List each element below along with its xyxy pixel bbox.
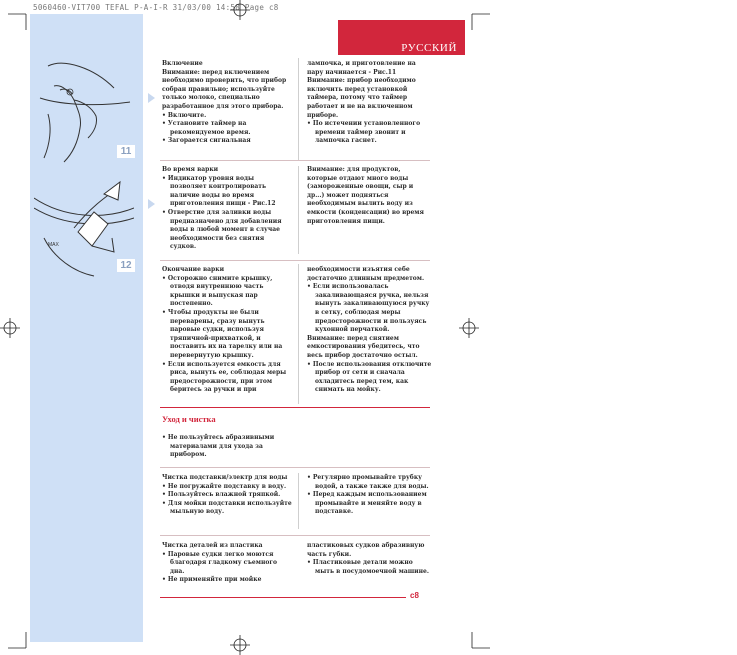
block3-left: Окончание варки • Осторожно снимите крышку, отводя внутреннюю часть крышки и выпуская пар постепенно. • Чтобы продукты не были переварены, сразу вынуть паровые судки, используя тряпичной-прихваткой, и поставить их на тарелку или на перевернутую крышку. • Если используется емкость для риса, вынуть ее, соблюдая меры предосторожности, при этом беритесь за ручки и при [162, 266, 287, 394]
page-number: c8 [410, 591, 419, 600]
block2-right: Внимание: для продуктов, которые отдают много воды (замороженные овощи, сыр и др...) может подняться необходимым вылить воду из емкости (конденсации) во время приготовления пищи. [307, 166, 424, 225]
block6-right: пластиковых судков абразивную часть губки. • Пластиковые детали можно мыть в посудомоечной машине. [307, 542, 429, 575]
svg-text:MAX: MAX [48, 242, 59, 248]
crop-mark-icon [8, 10, 28, 30]
crop-mark-icon [470, 10, 490, 30]
crop-mark-icon [470, 632, 490, 652]
column-divider [298, 264, 299, 404]
registration-mark-icon [459, 318, 479, 338]
crop-mark-icon [8, 632, 28, 652]
column-divider [298, 473, 299, 529]
divider [160, 260, 430, 261]
registration-mark-icon [230, 0, 250, 20]
section-divider [160, 407, 430, 408]
divider [160, 160, 430, 161]
fig11-pointer-arrow [148, 93, 155, 103]
column-divider [298, 58, 299, 160]
block5-right: • Регулярно промывайте трубку водой, а также также для воды. • Перед каждым использованием промывайте и меняйте воду в подставке. [307, 474, 429, 516]
footer-rule [160, 597, 406, 598]
block1-right: лампочка, и приготовление на пару начинается - Рис.11 Внимание: прибор необходимо включить перед установкой таймера, потому что таймер работает и не на включенном приборе. • По истечении установленного времени таймер звонит и лампочка гаснет. [307, 60, 421, 145]
block4-left: • Не пользуйтесь абразивными материалами для ухода за прибором. [162, 434, 275, 459]
language-tab: РУССКИЙ [338, 20, 465, 55]
figure-11-label: 11 [117, 145, 135, 158]
block3-right: необходимости изъятия себе достаточно длинным предметом. • Если использовалась закаливающаяся ручка, нельзя вынуть закаливающуюся ручку в сетку, соблюдая меры предосторожности и пользуясь кухонной перчаткой. Внимание: перед снятием емкостирования убедитесь, что весь прибор достаточно остыл. • После использования отключите прибор от сети и сначала охладитесь перед тем, как снимать на мойку. [307, 266, 432, 394]
block1-left: Включение Внимание: перед включением необходимо проверить, что прибор собран правильно; используйте только молоко, специально разработанное для этого прибора. • Включите. • Установите таймер на рекомендуемое время. • Загорается сигнальная [162, 60, 287, 145]
fig12-pointer-arrow [148, 199, 155, 209]
divider [160, 467, 430, 468]
print-header: 5060460-VIT700 TEFAL P-A-I-R 31/03/00 14:58 Page c8 [33, 3, 279, 12]
divider [160, 535, 430, 536]
figure-12-label: 12 [117, 259, 135, 272]
block5-left: Чистка подставки/электр для воды • Не погружайте подставку в воду. • Пользуйтесь влажной тряпкой. • Для мойки подставки используйте мыльную воду. [162, 474, 292, 516]
block2-left: Во время варки • Индикатор уровня воды позволяет контролировать наличие воды во время приготовления пищи - Рис.12 • Отверстие для заливки воды предназначено для добавления воды в любой момент в случае необходимости без снятия судков. [162, 166, 282, 251]
block6-left: Чистка деталей из пластика • Паровые судки легко моются благодаря гладкому съемного дна. • Не применяйте при мойке [162, 542, 278, 584]
column-divider [298, 166, 299, 254]
care-section-title: Уход и чистка [162, 414, 216, 424]
registration-mark-icon [230, 635, 250, 655]
registration-mark-icon [0, 318, 20, 338]
